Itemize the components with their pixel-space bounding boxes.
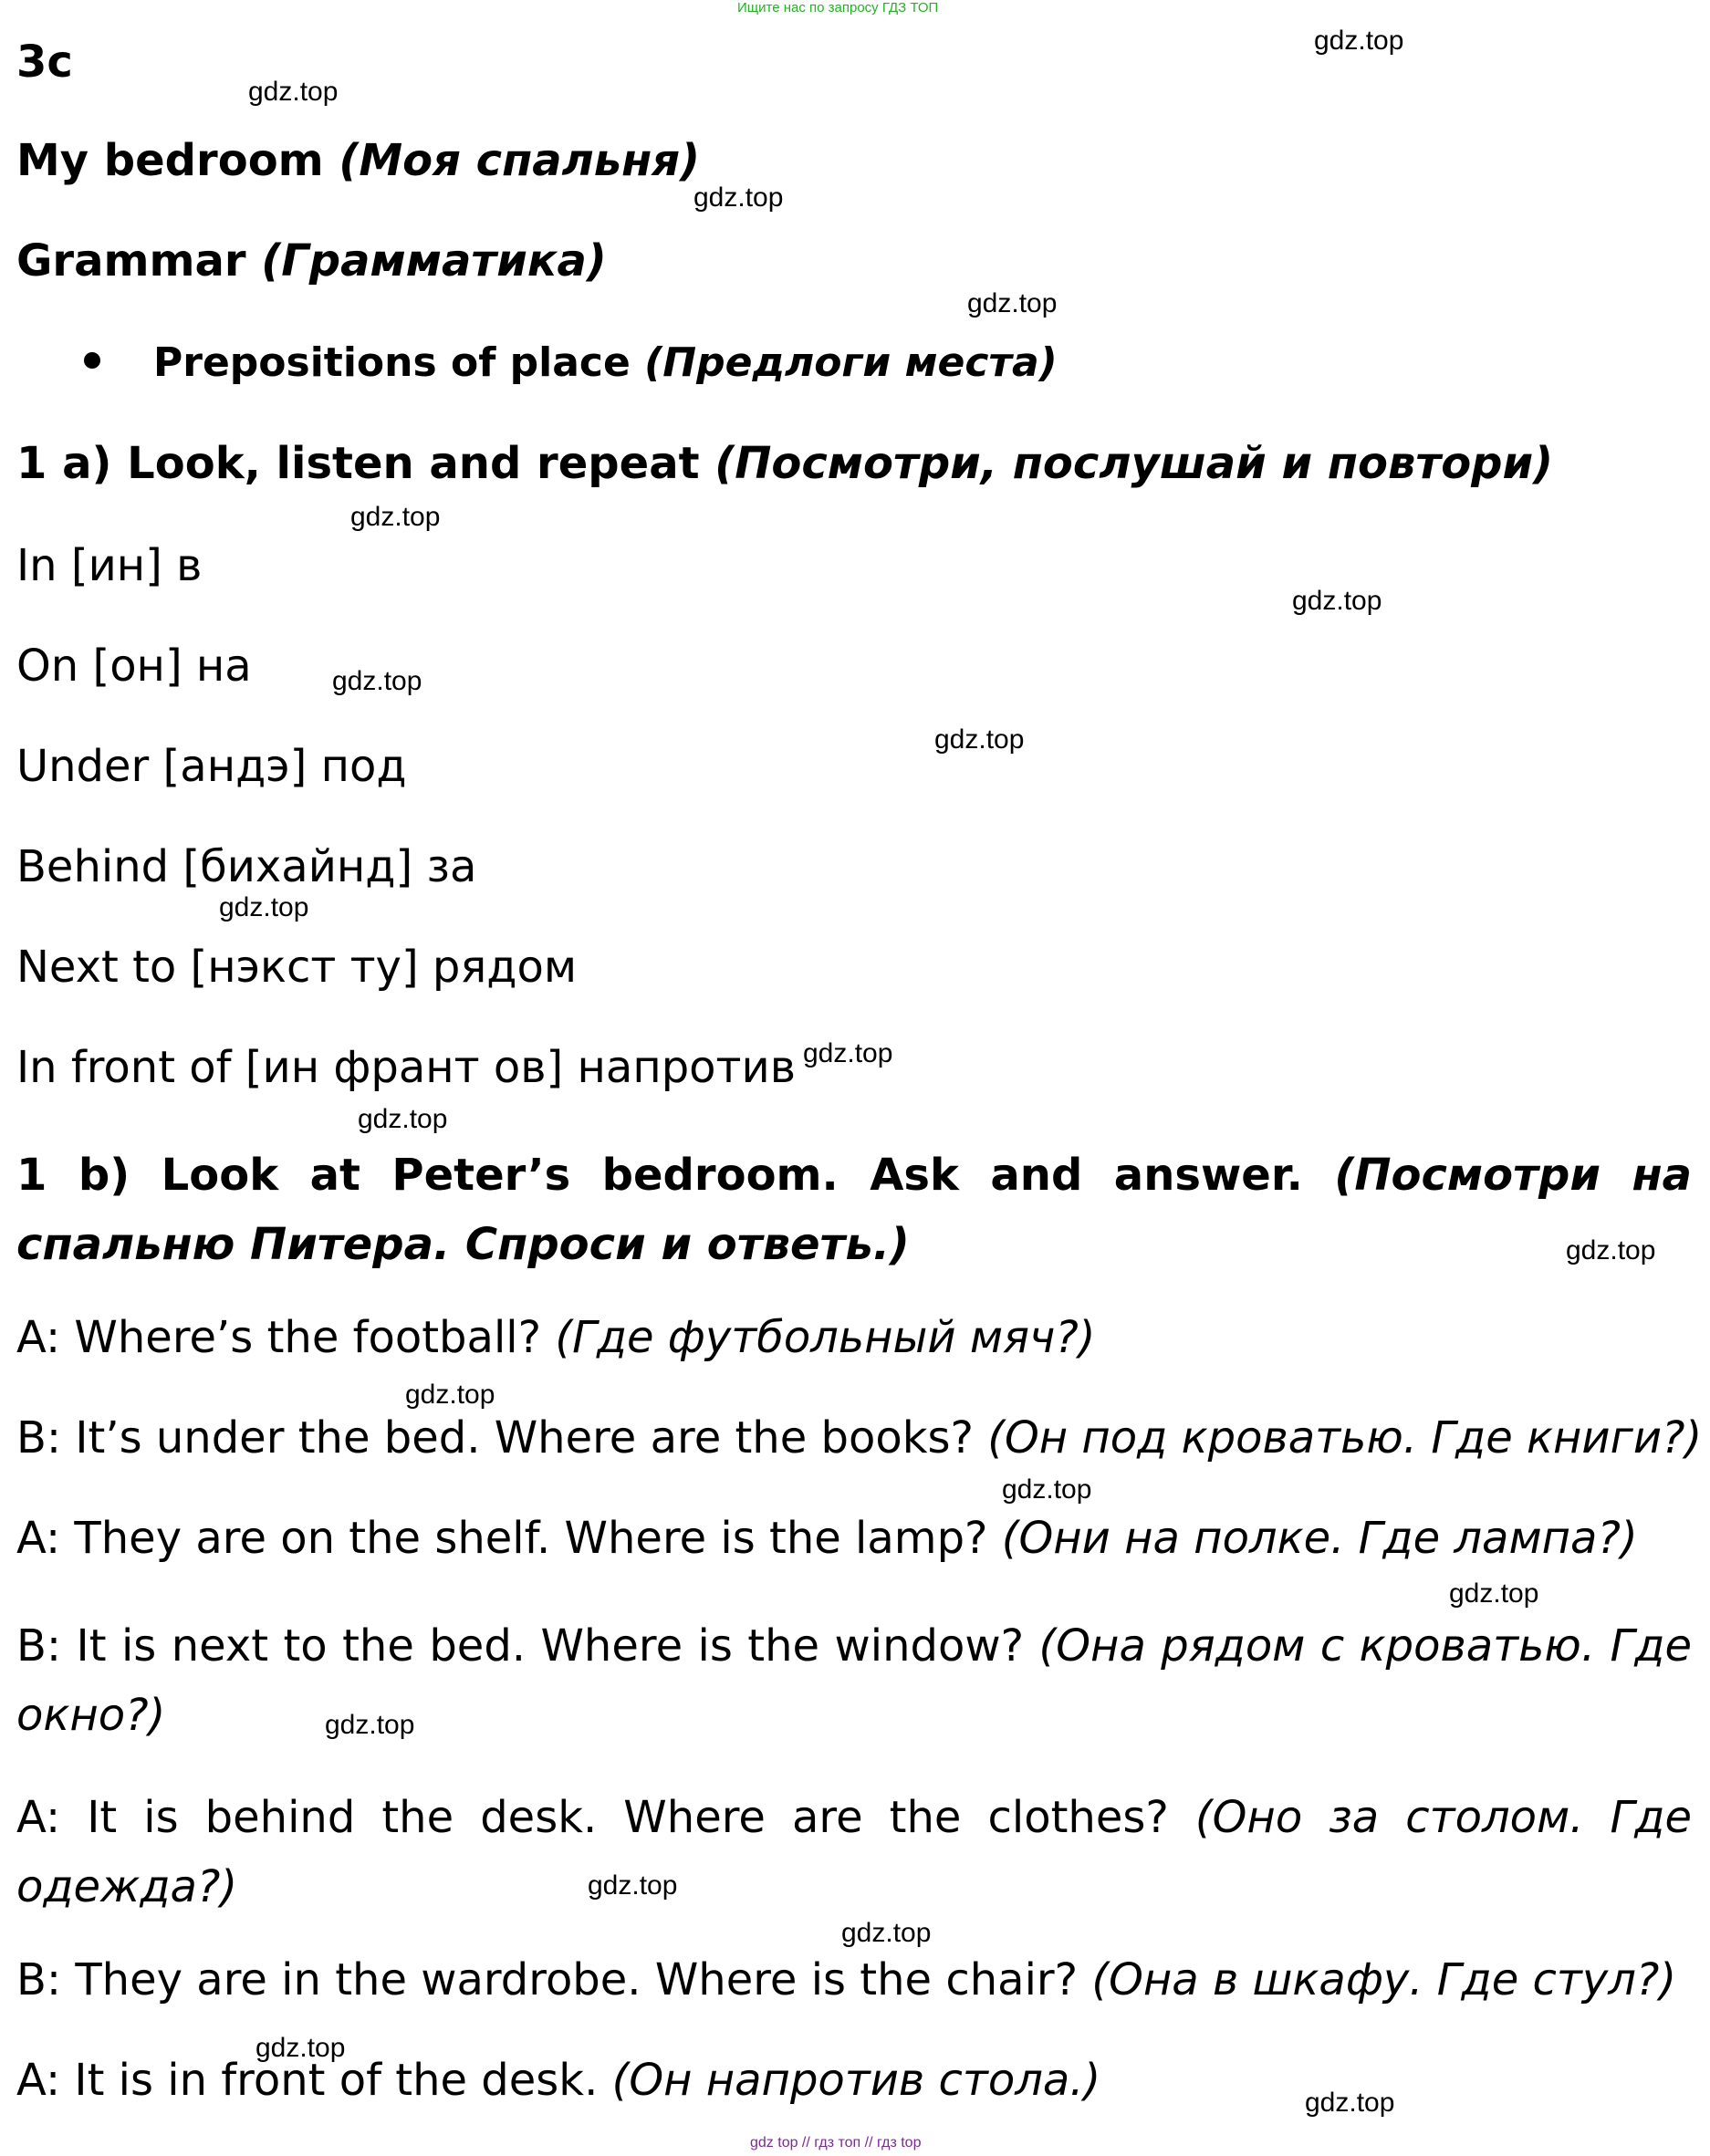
preposition-next-to: Next to [нэкст ту] рядом: [16, 942, 578, 993]
dialogue-ru: (Где футбольный мяч?): [555, 1312, 1096, 1363]
dialogue-en: A: It is behind the desk. Where are the clothes?: [16, 1792, 1169, 1843]
preposition-behind: Behind [бихайнд] за: [16, 841, 477, 892]
dialogue-line: [16, 1412, 1702, 1463]
dialogue-line: [16, 1611, 1692, 1750]
dialogue-en: A: Where’s the football?: [16, 1312, 542, 1363]
watermark: gdz.top: [1314, 26, 1404, 56]
grammar-heading: [16, 235, 607, 286]
watermark: gdz.top: [358, 1104, 448, 1134]
dialogue-ru: (Он под кроватью. Где книги?): [987, 1412, 1703, 1463]
grammar-en: Grammar: [16, 235, 246, 286]
footer-note: gdz top // гдз топ // гдз top: [750, 2135, 922, 2151]
watermark: gdz.top: [934, 724, 1025, 755]
dialogue-en: A: It is in front of the desk.: [16, 2055, 599, 2106]
top-search-note: Ищите нас по запросу ГДЗ ТОП: [737, 0, 939, 16]
title-en: My bedroom: [16, 135, 324, 186]
watermark: gdz.top: [219, 892, 309, 922]
watermark: gdz.top: [1305, 2088, 1395, 2118]
watermark: gdz.top: [332, 666, 422, 696]
dialogue-line: [16, 1513, 1638, 1564]
dialogue-en: B: They are in the wardrobe. Where is the chair?: [16, 1954, 1079, 2005]
dialogue-ru: (Она в шкафу. Где стул?): [1091, 1954, 1677, 2005]
watermark: gdz.top: [350, 502, 441, 532]
dialogue-en: B: It’s under the bed. Where are the books?: [16, 1412, 974, 1463]
preposition-under: Under [андэ] под: [16, 741, 407, 792]
bullet-ru: (Предлоги места): [644, 339, 1058, 386]
dialogue-ru: (Она рядом с кроватью. Где окно?): [16, 1620, 1692, 1741]
watermark: gdz.top: [967, 288, 1058, 318]
watermark: gdz.top: [803, 1038, 893, 1068]
watermark: gdz.top: [1292, 586, 1382, 616]
dialogue-en: B: It is next to the bed. Where is the window?: [16, 1620, 1025, 1672]
watermark: gdz.top: [841, 1918, 932, 1948]
watermark: gdz.top: [1002, 1474, 1092, 1505]
bullet-item: [153, 339, 1058, 386]
watermark: gdz.top: [325, 1710, 415, 1740]
watermark: gdz.top: [248, 77, 339, 107]
section-number: 3c: [16, 36, 73, 88]
watermark: gdz.top: [255, 2033, 346, 2063]
dialogue-ru: (Они на полке. Где лампа?): [1001, 1513, 1638, 1564]
watermark: gdz.top: [405, 1380, 495, 1410]
dialogue-line: [16, 1954, 1676, 2005]
preposition-in: In [ин] в: [16, 540, 203, 591]
preposition-in-front-of: In front of [ин франт ов] напротив: [16, 1042, 796, 1093]
bullet-en: Prepositions of place: [153, 339, 631, 386]
bullet-dot: [84, 352, 100, 369]
grammar-ru: (Грамматика): [261, 235, 607, 286]
task-1b-ru: (Посмотри на спальню Питера. Спроси и ответь.): [16, 1150, 1692, 1270]
task-1a-ru: (Посмотри, послушай и повтори): [714, 438, 1554, 489]
task-1a-heading: [16, 438, 1553, 489]
dialogue-en: A: They are on the shelf. Where is the lamp?: [16, 1513, 988, 1564]
dialogue-ru: (Оно за столом. Где одежда?): [16, 1792, 1692, 1912]
preposition-on: On [он] на: [16, 641, 252, 692]
task-1a-en: 1 a) Look, listen and repeat: [16, 438, 700, 489]
dialogue-line: [16, 2055, 1100, 2106]
watermark: gdz.top: [1566, 1235, 1656, 1265]
dialogue-line: [16, 1783, 1692, 1922]
page-title: [16, 135, 700, 186]
watermark: gdz.top: [588, 1870, 678, 1901]
watermark: gdz.top: [693, 182, 784, 213]
task-1b-en: 1 b) Look at Peter’s bedroom. Ask and answer.: [16, 1150, 1303, 1201]
dialogue-ru: (Он напротив стола.): [611, 2055, 1101, 2106]
dialogue-line: [16, 1312, 1096, 1363]
task-1b-heading: [16, 1140, 1692, 1279]
title-ru: (Моя спальня): [339, 135, 701, 186]
watermark: gdz.top: [1449, 1578, 1539, 1609]
